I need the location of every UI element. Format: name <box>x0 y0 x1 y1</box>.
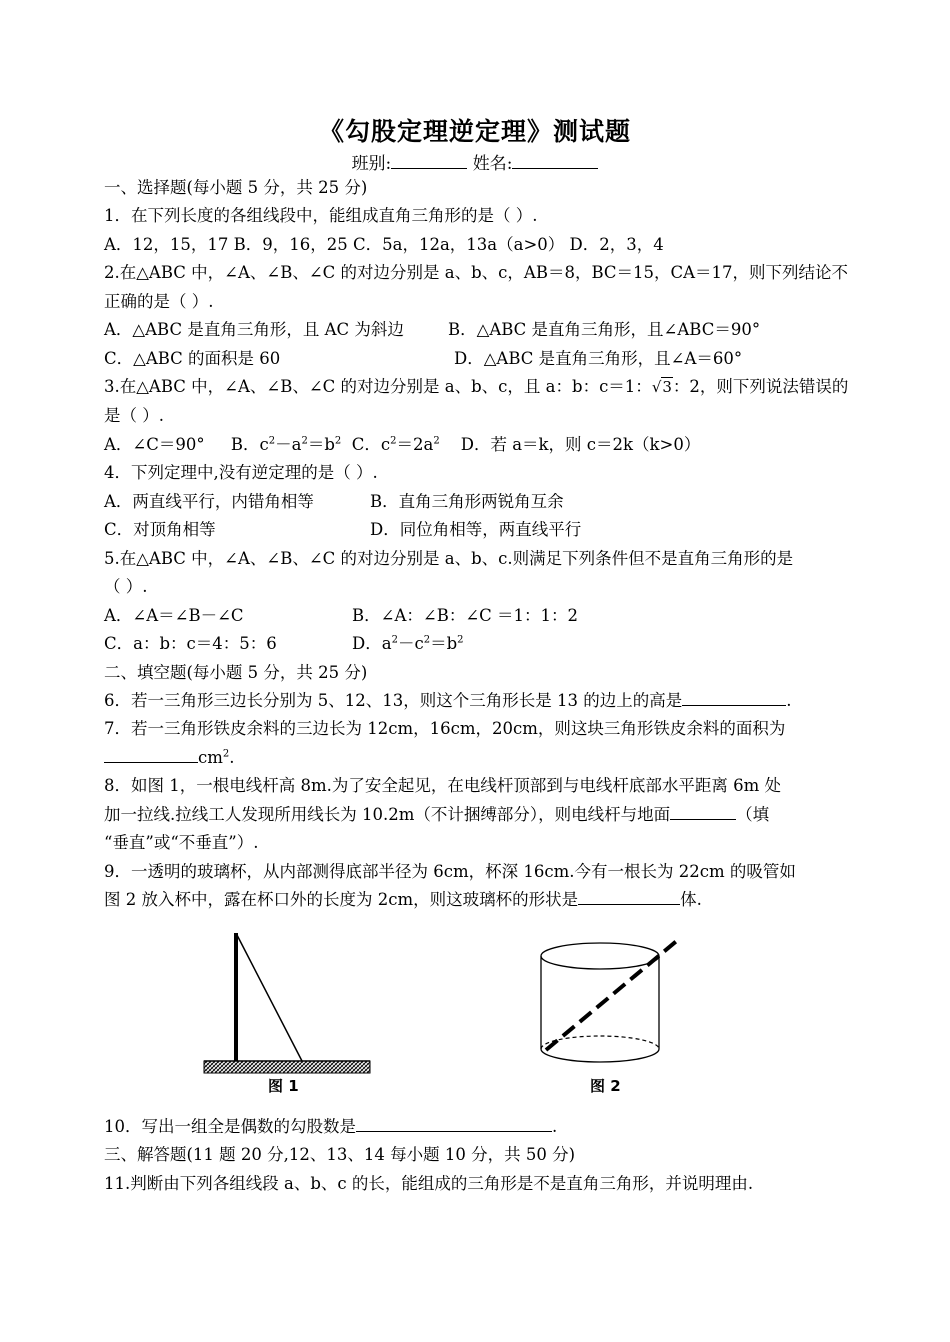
q6-stem: 6．若一三角形三边长分别为 5、12、13，则这个三角形长是 13 的边上的高是 . <box>104 691 792 710</box>
q2-stem-line2: 正确的是（ ）. <box>104 292 214 311</box>
q5-stem-line1: 5.在△ABC 中，∠A、∠B、∠C 的对边分别是 a、b、c.则满足下列条件但不是直角三角形的是 <box>104 549 794 568</box>
section-heading-fill: 二、填空题(每小题 5 分，共 25 分) <box>104 663 368 682</box>
q3-stem-line2: 是（ ）. <box>104 406 164 425</box>
name-label: 姓名: <box>472 154 513 174</box>
q4-stem: 4．下列定理中,没有逆定理的是（ ）. <box>104 463 378 482</box>
sqrt-symbol: √3 <box>651 378 672 396</box>
figure-1-caption: 图 1 <box>268 1077 299 1095</box>
q6-answer-blank[interactable] <box>682 689 786 706</box>
q1-options: A．12，15，17 B．9，16，25 C．5a，12a，13a（a>0） D．2，3，4 <box>104 235 664 254</box>
q9-line1: 9．一透明的玻璃杯，从内部测得底部半径为 6cm，杯深 16cm.今有一根长为 22cm 的吸管如 <box>104 862 796 881</box>
q2-stem-line1: 2.在△ABC 中，∠A、∠B、∠C 的对边分别是 a、b、c，AB＝8，BC＝15，CA＝17，则下列结论不 <box>104 263 849 282</box>
q2-option-d: D．△ABC 是直角三角形，且∠A＝60° <box>454 349 743 368</box>
section-heading-solve: 三、解答题(11 题 20 分,12、13、14 每小题 10 分，共 50 分) <box>104 1145 576 1164</box>
q5-option-c: C．a：b：c＝4：5：6 <box>104 634 277 653</box>
student-info-line <box>0 149 950 174</box>
q2-option-c: C．△ABC 的面积是 60 <box>104 349 281 368</box>
q3-option-c: C．$c^2=2a^2$ <box>351 435 440 454</box>
q5-option-d: D．$a^2-c^2=b^2$ <box>352 634 464 653</box>
class-label: 班别: <box>351 154 392 174</box>
q4-option-d: D．同位角相等，两直线平行 <box>370 520 582 539</box>
section-heading-choice: 一、选择题(每小题 5 分，共 25 分) <box>104 178 368 197</box>
q4-option-a: A．两直线平行，内错角相等 <box>104 492 314 511</box>
q3-options <box>104 433 700 457</box>
guy-wire <box>237 935 302 1061</box>
q7-answer-line: $cm^2$. <box>104 746 235 770</box>
q2-option-b: B．△ABC 是直角三角形，且∠ABC＝90° <box>448 320 761 339</box>
sqrt-radicand: 3 <box>662 378 672 396</box>
q3-stem-line1 <box>104 375 848 399</box>
q8-line3: “垂直”或“不垂直”）. <box>104 833 259 852</box>
q3-stem-part2: ：2，则下列说法错误的 <box>672 377 849 396</box>
cylinder-top <box>541 943 659 969</box>
q3-option-b: B．$c^2-a^2=b^2$ <box>230 435 342 454</box>
figure-1-pole-diagram <box>200 928 372 1078</box>
q8-line2: 加一拉线.拉线工人发现所用线长为 10.2m（不计捆缚部分），则电线杆与地面 （填 <box>104 805 770 824</box>
page-title: 《勾股定理逆定理》测试题 <box>318 117 631 146</box>
q4-option-c: C．对顶角相等 <box>104 520 216 539</box>
q1-stem: 1．在下列长度的各组线段中，能组成直角三角形的是（ ）. <box>104 206 538 225</box>
figure-2-cylinder-diagram <box>538 934 684 1064</box>
q9-line2: 图 2 放入杯中，露在杯口外的长度为 2cm，则这玻璃杯的形状是 体. <box>104 890 702 909</box>
q2-option-a: A．△ABC 是直角三角形，且 AC 为斜边 <box>104 320 404 339</box>
q5-option-a: A．∠A＝∠B－∠C <box>104 606 244 625</box>
q3-stem-part1: 3.在△ABC 中，∠A、∠B、∠C 的对边分别是 a、b、c，且 a：b：c＝1： <box>104 377 652 396</box>
q5-option-b: B．∠A：∠B：∠C ＝1：1：2 <box>352 606 579 625</box>
cylinder-bottom-front <box>541 1049 659 1062</box>
figure-2-caption: 图 2 <box>590 1077 621 1095</box>
name-blank[interactable] <box>512 152 598 169</box>
q10-answer-blank[interactable] <box>356 1115 552 1132</box>
q4-option-b: B．直角三角形两锐角互余 <box>370 492 564 511</box>
q5-stem-line2: （ ）. <box>104 577 148 596</box>
class-blank[interactable] <box>391 152 467 169</box>
q9-answer-blank[interactable] <box>578 888 680 905</box>
q7-stem: 7．若一三角形铁皮余料的三边长为 12cm，16cm，20cm，则这块三角形铁皮余料的面积为 <box>104 719 786 738</box>
ground-hatch <box>204 1061 370 1073</box>
q8-line1: 8．如图 1，一根电线杆高 8m.为了安全起见，在电线杆顶部到与电线杆底部水平距离 6m 处 <box>104 776 782 795</box>
q7-answer-blank[interactable] <box>104 746 198 763</box>
q3-option-a: A．∠C＝90° <box>104 435 205 454</box>
q10-stem: 10．写出一组全是偶数的勾股数是 . <box>104 1117 558 1136</box>
q3-option-d: D．若 a＝k，则 c＝2k（k>0） <box>460 435 701 454</box>
q8-answer-blank[interactable] <box>670 803 736 820</box>
cylinder-bottom-back <box>541 1036 659 1049</box>
q11-stem: 11.判断由下列各组线段 a、b、c 的长，能组成的三角形是不是直角三角形，并说明理由. <box>104 1174 754 1193</box>
